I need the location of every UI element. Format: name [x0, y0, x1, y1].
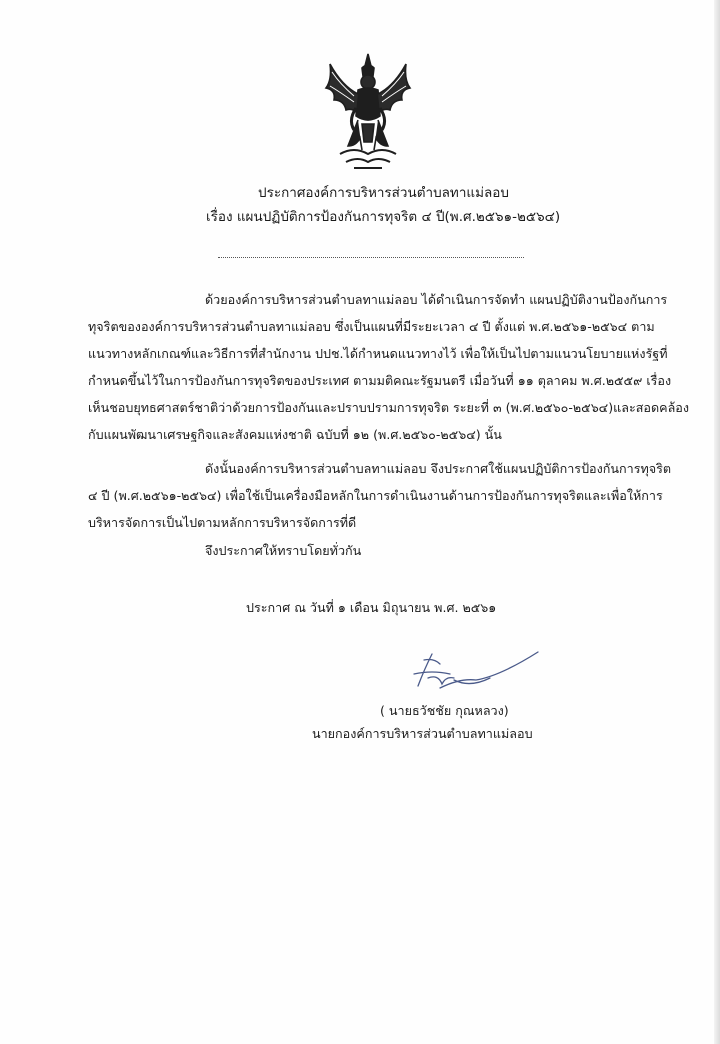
- garuda-emblem-icon: [318, 50, 418, 172]
- paragraph-line: กำหนดขึ้นไว้ในการป้องกันการทุจริตของประเทศ ตามมติคณะรัฐมนตรี เมื่อวันที่ ๑๑ ตุลาคม พ.ศ.๒๕๕๙ เรื่อง: [88, 373, 672, 388]
- closing-statement: จึงประกาศให้ทราบโดยทั่วกัน: [205, 543, 362, 558]
- paragraph-line: ด้วยองค์การบริหารส่วนตำบลทาแม่ลอบ ได้ดำเนินการจัดทำ แผนปฏิบัติงานป้องกันการ: [205, 292, 668, 307]
- handwritten-signature: [410, 648, 550, 696]
- paragraph-line: ทุจริตขององค์การบริหารส่วนตำบลทาแม่ลอบ ซึ่งเป็นแผนที่มีระยะเวลา ๔ ปี ตั้งแต่ พ.ศ.๒๕๖๑-๒๕๖๔ ตาม: [88, 319, 655, 334]
- signatory-position: นายกองค์การบริหารส่วนตำบลทาแม่ลอบ: [312, 726, 533, 741]
- announcement-issuer: ประกาศองค์การบริหารส่วนตำบลทาแม่ลอบ: [258, 185, 509, 201]
- signatory-name: ( นายธวัชชัย กุณหลวง): [380, 703, 509, 718]
- paragraph-line: กับแผนพัฒนาเศรษฐกิจและสังคมแห่งชาติ ฉบับที่ ๑๒ (พ.ศ.๒๕๖๐-๒๕๖๔) นั้น: [88, 427, 502, 442]
- paragraph-line: เห็นชอบยุทธศาสตร์ชาติว่าด้วยการป้องกันและปราบปรามการทุจริต ระยะที่ ๓ (พ.ศ.๒๕๖๐-๒๕๖๔)และสอดคล้อง: [88, 400, 690, 415]
- announcement-date: ประกาศ ณ วันที่ ๑ เดือน มิถุนายน พ.ศ. ๒๕๖๑: [246, 600, 497, 615]
- paragraph-line: แนวทางหลักเกณฑ์และวิธีการที่สำนักงาน ปปช.ได้กำหนดแนวทางไว้ เพื่อให้เป็นไปตามแนวนโยบายแห่งรัฐที่: [88, 346, 668, 361]
- paragraph-line: ๔ ปี (พ.ศ.๒๕๖๑-๒๕๖๔) เพื่อใช้เป็นเครื่องมือหลักในการดำเนินงานด้านการป้องกันการทุจริตและเพื่อให้การ: [88, 488, 663, 503]
- paragraph-line: ดังนั้นองค์การบริหารส่วนตำบลทาแม่ลอบ จึงประกาศใช้แผนปฏิบัติการป้องกันการทุจริต: [205, 461, 672, 476]
- announcement-subject: เรื่อง แผนปฏิบัติการป้องกันการทุจริต ๔ ปี(พ.ศ.๒๕๖๑-๒๕๖๔): [206, 209, 561, 225]
- divider: [218, 257, 524, 258]
- paragraph-line: บริหารจัดการเป็นไปตามหลักการบริหารจัดการที่ดี: [88, 515, 357, 530]
- page-edge-shadow: [714, 0, 720, 1044]
